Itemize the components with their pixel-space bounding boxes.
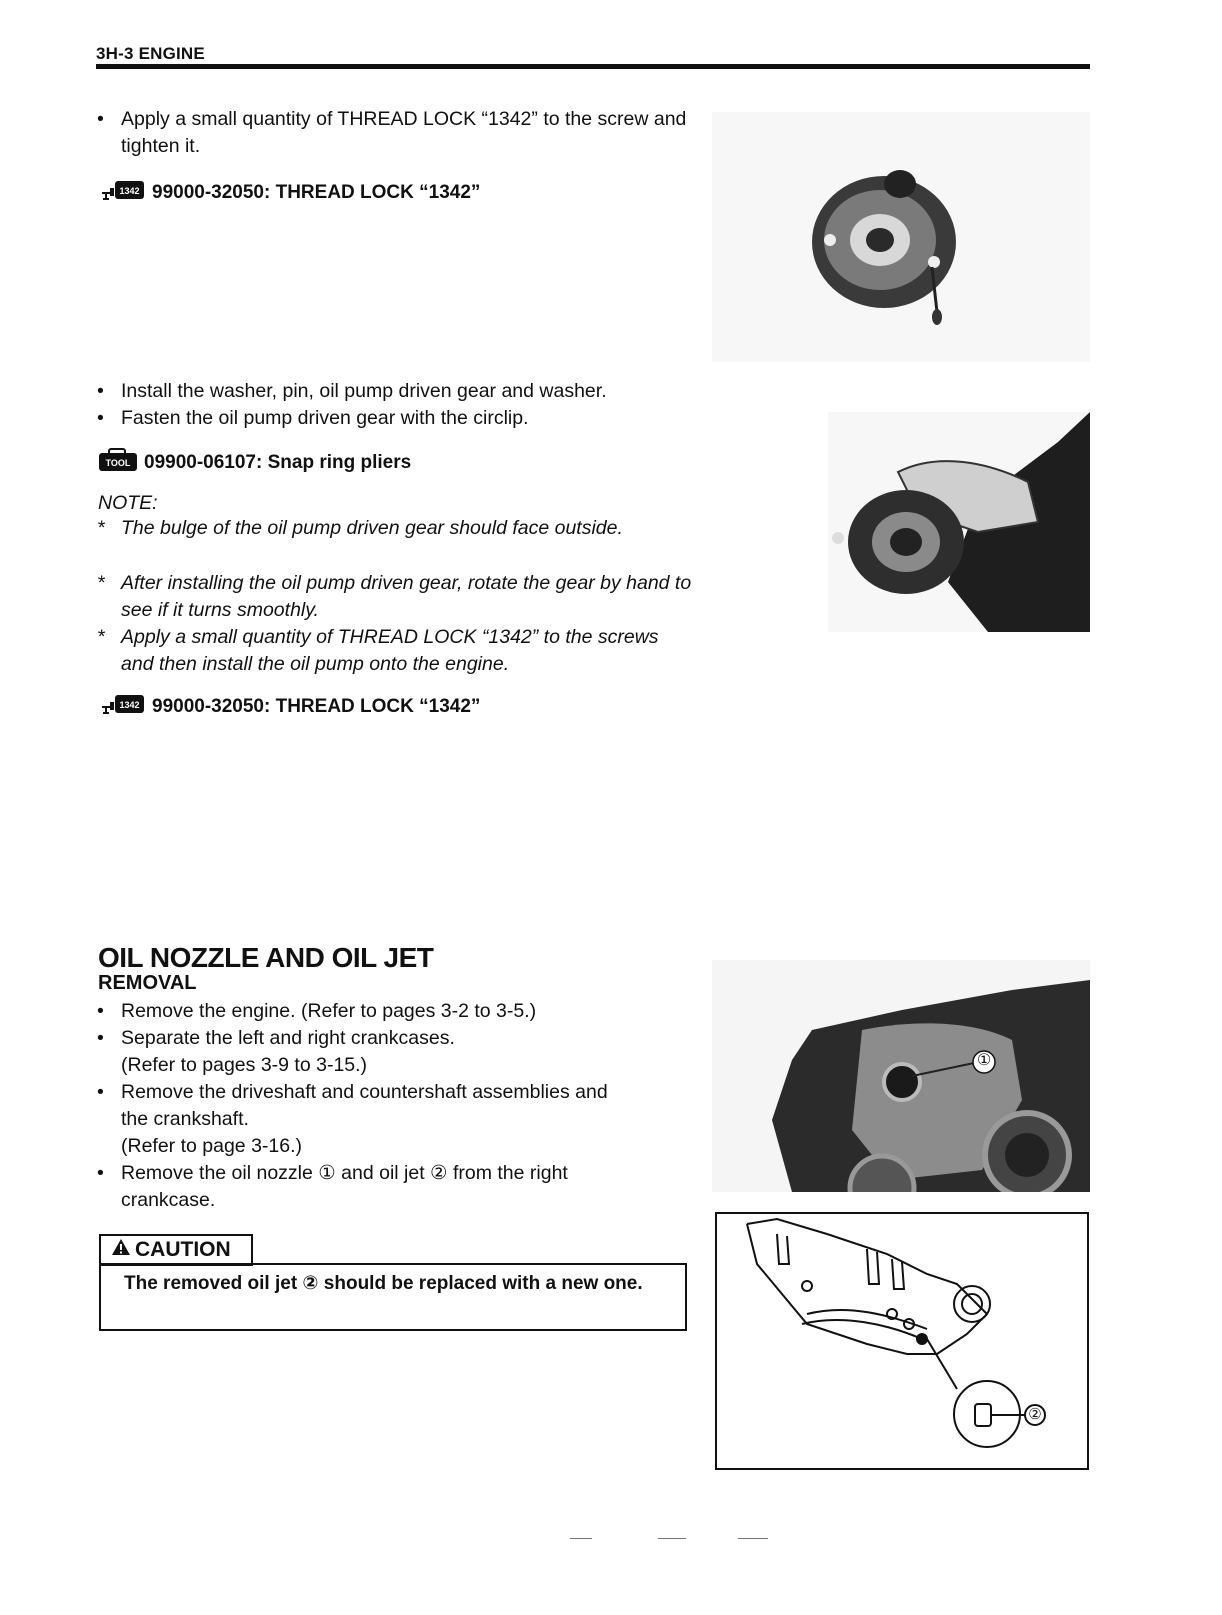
bullet-line: (Refer to page 3-16.) bbox=[121, 1135, 303, 1157]
subsection-title: REMOVAL bbox=[98, 972, 197, 994]
list-item: • Fasten the oil pump driven gear with the circlip. bbox=[97, 405, 687, 432]
section-title: OIL NOZZLE AND OIL JET bbox=[98, 942, 434, 973]
bullet-line: Separate the left and right crankcases. bbox=[121, 1027, 455, 1049]
circlip-install-photo bbox=[828, 412, 1090, 632]
bullet-text: Apply a small quantity of THREAD LOCK “1342” to the screw and tighten it. bbox=[121, 108, 687, 157]
footer-dash bbox=[658, 1538, 686, 1539]
bullet-text: Fasten the oil pump driven gear with the circlip. bbox=[121, 407, 529, 429]
note-title: NOTE: bbox=[98, 492, 158, 514]
thread-lock-spec bbox=[100, 692, 480, 722]
page-header-label: 3H-3 ENGINE bbox=[96, 44, 205, 63]
spec-text: 09900-06107: Snap ring pliers bbox=[144, 452, 412, 473]
list-item: • Remove the engine. (Refer to pages 3-2 to 3-5.) bbox=[97, 998, 687, 1025]
list-item: • Install the washer, pin, oil pump driven gear and washer. bbox=[97, 378, 687, 405]
oil-jet-callout: ② bbox=[1028, 1406, 1042, 1423]
thread-lock-icon bbox=[100, 692, 146, 722]
footer-dash bbox=[738, 1538, 768, 1539]
thread-lock-icon-text: 1342 bbox=[119, 700, 140, 710]
special-tool-icon-text: TOOL bbox=[105, 458, 131, 468]
crankcase-photo bbox=[712, 960, 1090, 1192]
note-text: Apply a small quantity of THREAD LOCK “1342” to the screws and then install the oil pump onto the engine. bbox=[121, 626, 659, 675]
list-item: • Separate the left and right crankcases. (Refer to pages 3-9 to 3-15.) bbox=[97, 1025, 687, 1079]
bullet-line: Remove the oil nozzle ① and oil jet ② from the right bbox=[121, 1162, 568, 1184]
header-rule bbox=[96, 64, 1090, 69]
thread-lock-icon bbox=[100, 178, 146, 208]
bullet-line: Remove the driveshaft and countershaft assemblies and bbox=[121, 1081, 608, 1103]
spec-text: 99000-32050: THREAD LOCK “1342” bbox=[152, 696, 481, 717]
list-item: • Apply a small quantity of THREAD LOCK “1342” to the screw and tighten it. bbox=[97, 106, 689, 160]
note-item: * After installing the oil pump driven gear, rotate the gear by hand to see if it turns smoothly. bbox=[97, 570, 693, 624]
oil-nozzle-callout: ① bbox=[976, 1052, 992, 1069]
oil-jet-diagram bbox=[715, 1212, 1089, 1470]
note-text: After installing the oil pump driven gear, rotate the gear by hand to see if it turns smoothly. bbox=[121, 572, 692, 621]
special-tool-icon bbox=[98, 448, 138, 478]
list-item: • Remove the driveshaft and countershaft assemblies and the crankshaft. (Refer to page 3-16.) bbox=[97, 1079, 687, 1160]
caution-label bbox=[99, 1234, 253, 1266]
oil-pump-photo bbox=[712, 112, 1090, 362]
warning-triangle-icon bbox=[111, 1238, 131, 1262]
bullet-line: (Refer to pages 3-9 to 3-15.) bbox=[121, 1054, 368, 1076]
bullet-text: Install the washer, pin, oil pump driven gear and washer. bbox=[121, 380, 607, 402]
note-text: The bulge of the oil pump driven gear should face outside. bbox=[121, 517, 623, 539]
thread-lock-icon-text: 1342 bbox=[119, 186, 140, 196]
spec-text: 99000-32050: THREAD LOCK “1342” bbox=[152, 182, 481, 203]
bullet-text: Remove the engine. (Refer to pages 3-2 to 3-5.) bbox=[121, 1000, 537, 1022]
bullet-line: the crankshaft. bbox=[121, 1108, 249, 1130]
footer-dash bbox=[570, 1538, 592, 1539]
thread-lock-spec bbox=[100, 178, 480, 208]
caution-label-text: CAUTION bbox=[135, 1238, 231, 1261]
list-item: • Remove the oil nozzle ① and oil jet ② from the right crankcase. bbox=[97, 1160, 687, 1214]
special-tool-spec bbox=[98, 448, 411, 478]
bullet-line: crankcase. bbox=[121, 1189, 216, 1211]
note-item: * Apply a small quantity of THREAD LOCK “1342” to the screws and then install the oil pump onto the engine. bbox=[97, 624, 693, 678]
caution-text: The removed oil jet ② should be replaced with a new one. bbox=[124, 1273, 643, 1294]
note-item: * The bulge of the oil pump driven gear should face outside. bbox=[97, 515, 693, 542]
